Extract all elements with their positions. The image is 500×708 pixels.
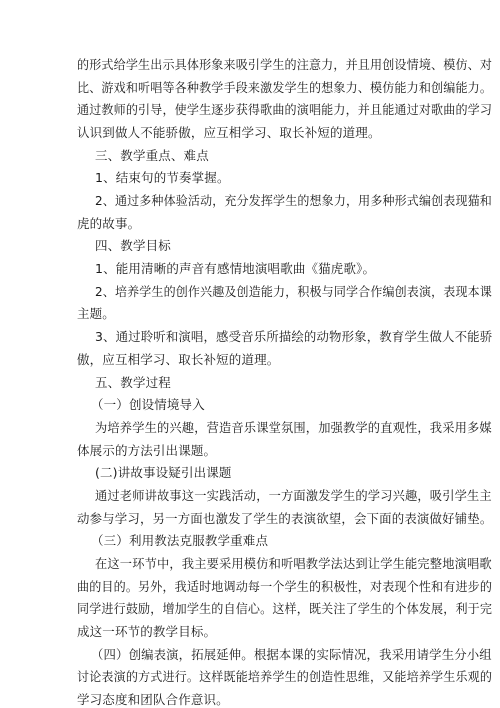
text-line: 1、能用清晰的声音有感情地演唱歌曲《猫虎歌》。 bbox=[95, 261, 376, 276]
subsection-heading: （一）创设情境导入 bbox=[91, 397, 205, 412]
text-line: 2、培养学生的创作兴趣及创造能力，积极与同学合作编创表演，表现本课 bbox=[95, 284, 492, 299]
text-line: 学习态度和团队合作意识。 bbox=[77, 692, 229, 707]
text-line: 1、结束句的节奏掌握。 bbox=[95, 170, 230, 185]
text-line: 动参与学习，另一方面也激发了学生的表演欲望，会下面的表演做好铺垫。 bbox=[77, 511, 493, 526]
text-line: 同学进行鼓励，增加学生的自信心。这样，既关注了学生的个体发展，利于完 bbox=[77, 601, 493, 616]
text-line: 在这一环节中，我主要采用模仿和听唱教学法达到让学生能完整地演唱歌 bbox=[95, 556, 492, 571]
text-line: 的形式给学生出示具体形象来吸引学生的注意力，并且用创设情境、模仿、对 bbox=[77, 57, 493, 72]
text-line: 3、通过聆听和演唱，感受音乐所描绘的动物形象，教育学生做人不能骄 bbox=[95, 329, 493, 344]
text-line: 主题。 bbox=[77, 306, 115, 321]
section-heading: 五、教学过程 bbox=[95, 375, 171, 390]
section-heading: 三、教学重点、难点 bbox=[95, 148, 209, 163]
text-line: 傲，应互相学习、取长补短的道理。 bbox=[77, 352, 280, 367]
text-line: 曲的目的。另外，我适时地调动每一个学生的积极性，对表现个性和有进步的 bbox=[77, 579, 493, 594]
text-line: 虎的故事。 bbox=[77, 216, 141, 231]
section-heading: 四、教学目标 bbox=[95, 238, 171, 253]
text-line: 比、游戏和听唱等各种教学手段来激发学生的想象力、模仿能力和创编能力。 bbox=[77, 80, 493, 95]
text-line: 为培养学生的兴趣，营造音乐课堂氛围，加强教学的直观性，我采用多媒 bbox=[95, 420, 492, 435]
text-line: 认识到做人不能骄傲，应互相学习、取长补短的道理。 bbox=[77, 125, 381, 140]
subsection-heading: （三）利用教法克服教学重难点 bbox=[91, 533, 269, 548]
text-line: 通过教师的引导，使学生逐步获得歌曲的演唱能力，并且能通过对歌曲的学习 bbox=[77, 102, 493, 117]
text-line: 讨论表演的方式进行。这样既能培养学生的创造性思维，又能培养学生乐观的 bbox=[77, 669, 493, 684]
text-line: 2、通过多种体验活动，充分发挥学生的想象力，用多种形式编创表现猫和 bbox=[95, 193, 492, 208]
text-line: 通过老师讲故事这一实践活动，一方面激发学生的学习兴趣，吸引学生主 bbox=[95, 488, 492, 503]
subsection-heading: (二)讲故事设疑引出课题 bbox=[95, 465, 232, 480]
text-line: 体展示的方法引出课题。 bbox=[77, 443, 217, 458]
text-line: 成这一环节的教学目标。 bbox=[77, 624, 217, 639]
subsection-heading: （四）创编表演，拓展延伸。根据本课的实际情况，我采用请学生分小组 bbox=[91, 647, 492, 662]
